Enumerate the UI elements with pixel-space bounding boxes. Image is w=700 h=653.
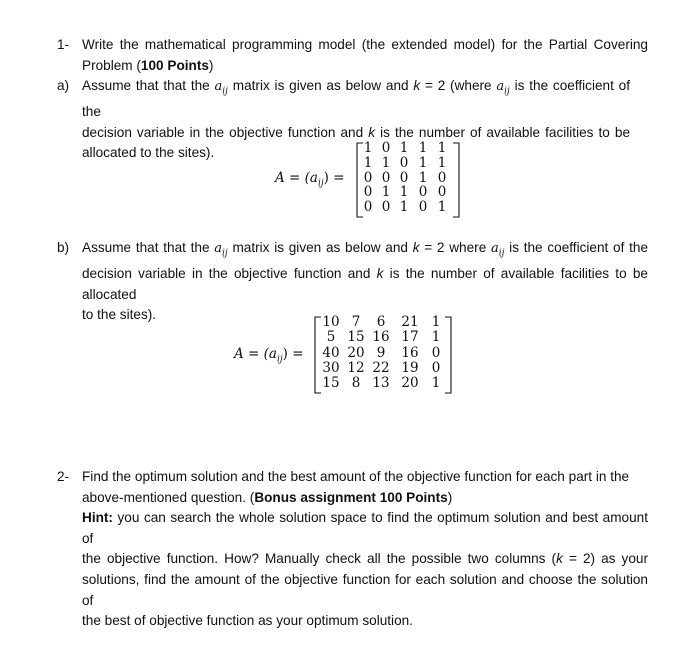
question-1-number: 1- <box>57 37 70 52</box>
eq-a-sub: ij <box>317 178 324 189</box>
hint-l2: the objective function. How? Manually check all the possible two columns ( <box>82 551 557 567</box>
b-l1-post: matrix is given as below and <box>232 240 408 255</box>
a-sub: ij <box>222 86 228 97</box>
question-1-text <box>82 35 648 76</box>
a-var-2: a <box>496 79 505 94</box>
q2-line-1: Find the optimum solution and the best amount of the objective function for each part in the <box>82 469 630 484</box>
b-sub: ij <box>222 248 228 259</box>
matrix-b-cell: 1 <box>431 375 441 392</box>
matrix-a-cell: 1 <box>437 199 447 216</box>
a-l2: decision variable in the objective function and <box>82 124 364 140</box>
matrix-a-cell: 0 <box>381 140 391 156</box>
matrix-b-cell: 20 <box>347 344 365 361</box>
matrix-a-cell: 1 <box>363 140 373 156</box>
q2-hint-line-2 <box>82 549 648 570</box>
points-label: 100 Points <box>140 57 209 73</box>
matrix-b-cell: 1 <box>431 329 441 346</box>
equation-b-lhs <box>234 346 304 365</box>
hint-label: Hint: <box>82 510 113 526</box>
a-ij-var-2 <box>496 79 510 97</box>
matrix-a-cell: 0 <box>399 169 409 186</box>
matrix-a-cell: 0 <box>381 169 391 186</box>
b-ij-var-2 <box>491 241 505 259</box>
part-a-line-1 <box>82 76 630 123</box>
part-b-text <box>82 238 648 326</box>
matrix-a-cell: 0 <box>437 184 447 201</box>
a-k-var-2: k <box>368 124 376 140</box>
matrix-a-cell: 0 <box>381 199 391 216</box>
q2-l2-pre: above-mentioned question. ( <box>82 489 255 505</box>
matrix-b-cell: 9 <box>376 344 386 361</box>
q2-l2-post: ) <box>447 489 453 505</box>
matrix-b-cell: 40 <box>322 344 340 361</box>
a-l2-tail: is the number of available facilities to be <box>380 124 631 140</box>
matrix-a-cell: 1 <box>399 140 409 156</box>
matrix-b-cell: 19 <box>401 359 419 376</box>
q2-hint-line-4: the best of objective function as your optimum solution. <box>82 613 413 629</box>
b-l2-tail: is the number of available facilities to be allocated <box>82 266 648 302</box>
part-a-label: a) <box>57 78 70 93</box>
eq-b-rhs: ) = <box>282 346 304 362</box>
matrix-a-cell: 0 <box>418 184 428 201</box>
hint-l2-end: = 2) as your <box>562 551 648 567</box>
b-var-2: a <box>491 241 499 256</box>
eq-a-lhs: A = (a <box>275 170 318 186</box>
b-var: a <box>214 241 223 256</box>
a-sub-2: ij <box>504 86 510 97</box>
matrix-b-cell: 17 <box>401 329 419 346</box>
b-ij-var <box>214 241 228 259</box>
part-a-line-3: allocated to the sites). <box>82 145 215 161</box>
a-k-var: k <box>413 78 421 93</box>
equation-a-lhs <box>275 170 345 189</box>
matrix-b-cell: 16 <box>372 329 390 346</box>
matrix-a-cell: 0 <box>418 199 428 216</box>
a-ij-var <box>214 79 228 97</box>
part-b-line-3: to the sites). <box>82 307 157 323</box>
eq-b-lhs: A = (a <box>234 346 277 362</box>
b-l1-end: = 2 where <box>424 240 487 255</box>
matrix-a-cell: 1 <box>437 154 447 171</box>
part-b-line-2 <box>82 264 648 305</box>
q1-suffix: ) <box>208 57 214 73</box>
matrix-a-cell: 1 <box>363 154 373 171</box>
matrix-a-cell: 1 <box>381 154 391 171</box>
matrix-a-cell: 0 <box>437 169 447 186</box>
matrix-b-cell: 21 <box>401 314 419 330</box>
q2-line-2 <box>82 488 648 509</box>
q1-prefix: Problem ( <box>82 57 141 73</box>
matrix-b-cell: 5 <box>326 329 336 346</box>
question-1-line-2 <box>82 56 648 77</box>
matrix-b-cell: 0 <box>431 344 441 361</box>
matrix-b-cell: 1 <box>431 314 441 330</box>
matrix-b-cell: 8 <box>351 375 361 392</box>
matrix-b-cell: 6 <box>376 314 386 330</box>
matrix-a-cell: 0 <box>363 169 373 186</box>
matrix-a-cell: 1 <box>418 154 428 171</box>
matrix-b-cell: 15 <box>347 329 365 346</box>
bonus-label: Bonus assignment 100 Points <box>254 489 448 505</box>
b-k-var: k <box>412 240 420 255</box>
matrix-a-cell: 0 <box>399 154 409 171</box>
matrix-b-cell: 7 <box>351 314 361 330</box>
question-2-text <box>82 467 648 632</box>
matrix-b-cell: 0 <box>431 359 441 376</box>
a-l1-pre: Assume that that the <box>82 78 210 93</box>
matrix-b-cell: 20 <box>401 375 419 392</box>
matrix-b-cell: 10 <box>322 314 340 330</box>
matrix-a-cell: 1 <box>399 199 409 216</box>
question-2-number: 2- <box>57 469 70 484</box>
a-l1-tail: is the coefficient of the <box>82 78 631 120</box>
a-var: a <box>214 79 223 94</box>
matrix-a-cell: 0 <box>363 184 373 201</box>
matrix-a-cell: 1 <box>437 140 447 156</box>
matrix-a-cell: 1 <box>418 140 428 156</box>
matrix-a-cell: 1 <box>381 184 391 201</box>
question-1-line-1: Write the mathematical programming model (the extended model) for the Partial Covering <box>82 37 648 52</box>
b-l1-tail: is the coefficient of the <box>509 240 649 255</box>
matrix-a-cell: 0 <box>363 199 373 216</box>
q2-hint-line-1 <box>82 508 648 549</box>
matrix-b-cell: 16 <box>401 344 419 361</box>
part-b-label: b) <box>57 240 70 255</box>
a-l1-end: = 2 (where <box>424 78 492 93</box>
matrix-a-cell: 1 <box>399 184 409 201</box>
matrix-a-cell: 1 <box>418 169 428 186</box>
a-l1-post: matrix is given as below and <box>232 78 409 93</box>
part-b-line-1 <box>82 238 648 264</box>
hint-k: k <box>556 551 563 567</box>
matrix-b-cell: 13 <box>372 375 390 392</box>
b-l2: decision variable in the objective function and <box>82 266 371 282</box>
matrix-b-cell: 15 <box>322 375 340 392</box>
eq-b-sub: ij <box>276 354 283 365</box>
eq-a-rhs: ) = <box>323 170 345 186</box>
b-k-var-2: k <box>376 266 384 282</box>
matrix-b-cell: 22 <box>372 359 390 376</box>
matrix-b-cell: 12 <box>347 359 365 376</box>
matrix-b-cell: 30 <box>322 359 340 376</box>
b-l1-pre: Assume that that the <box>82 240 210 255</box>
hint-l1: you can search the whole solution space to find the optimum solution and best amount of <box>82 510 648 546</box>
q2-hint-line-3: solutions, find the amount of the objective function for each solution and choose the solution of <box>82 571 648 608</box>
b-sub-2: ij <box>498 248 505 259</box>
